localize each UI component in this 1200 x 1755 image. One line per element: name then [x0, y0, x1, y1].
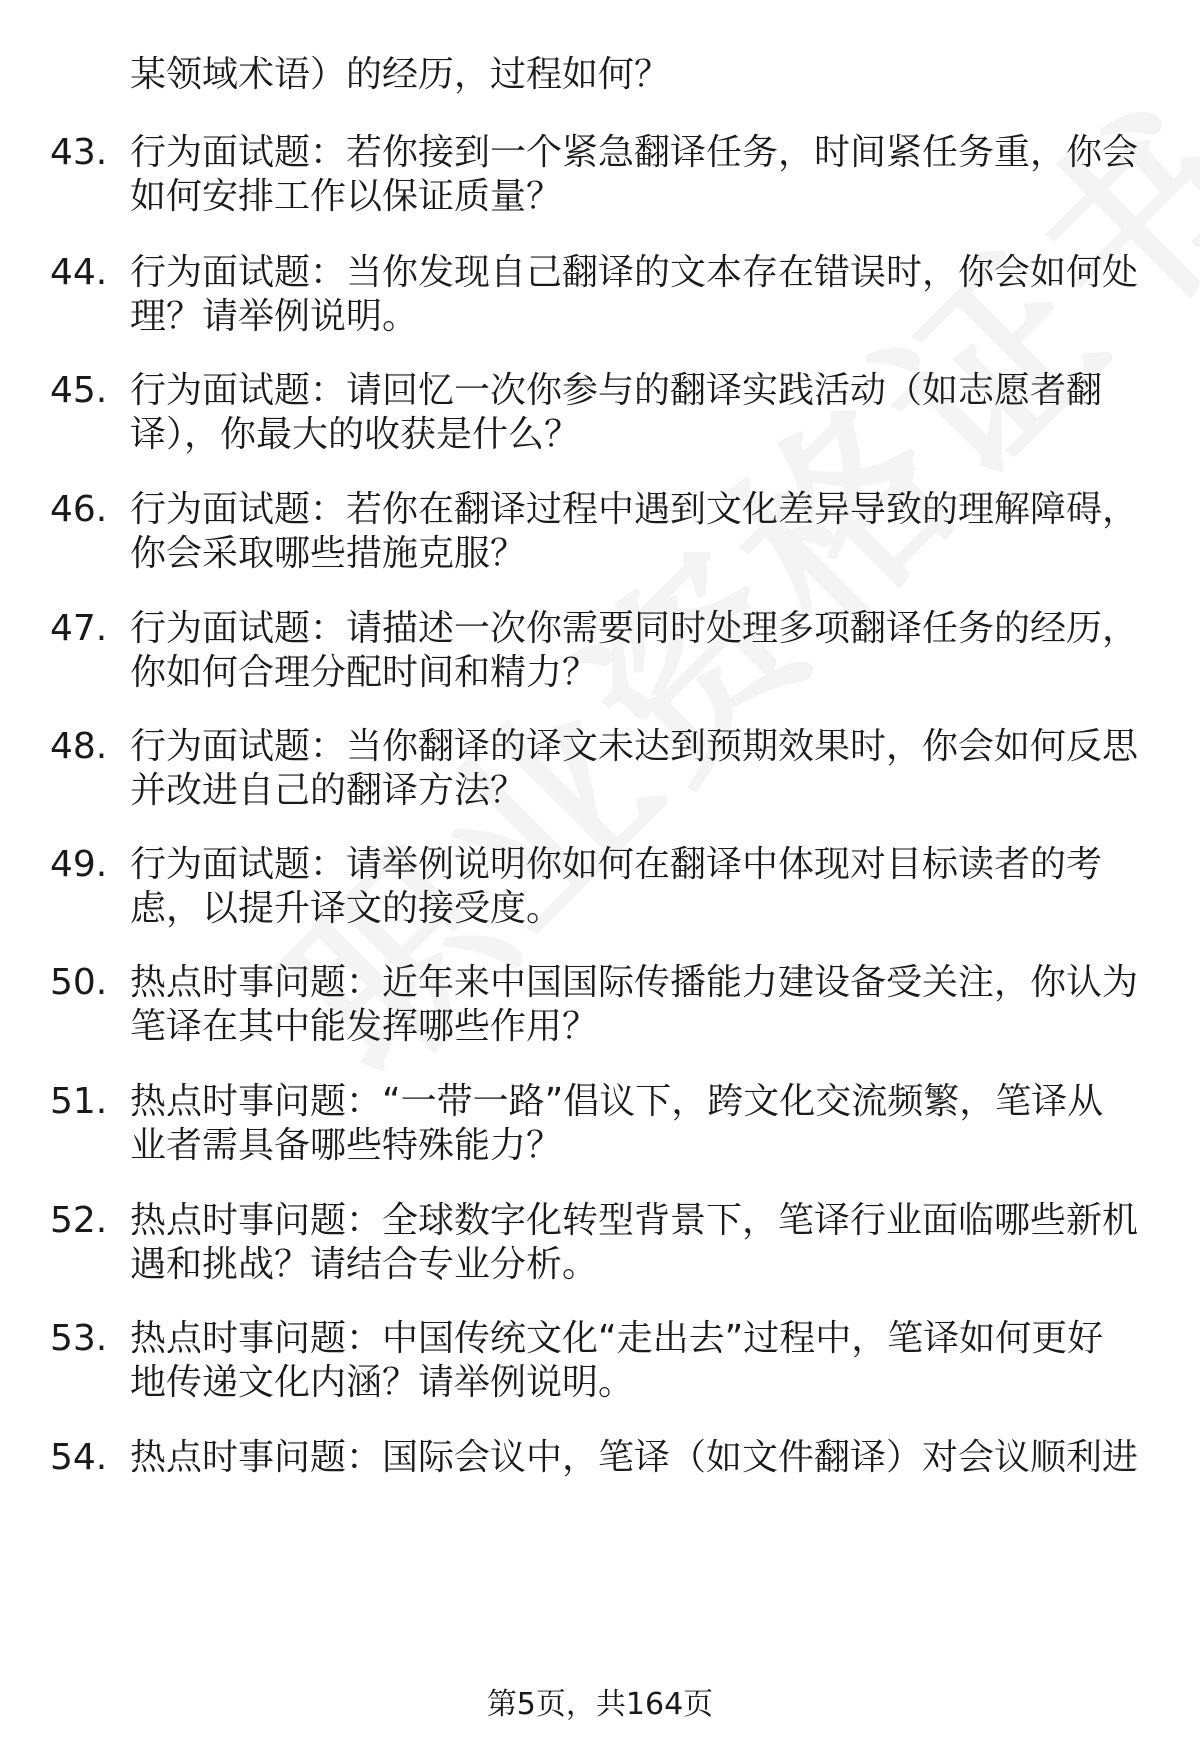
question-text-line2: 如何安排工作以保证质量？ [130, 176, 563, 217]
question-number: 51. [50, 1081, 108, 1122]
question-text-line2: 理？请举例说明。 [130, 296, 419, 337]
question-text-line1: 行为面试题：若你接到一个紧急翻译任务，时间紧任务重，你会 [130, 132, 1139, 173]
question-number: 49. [50, 844, 108, 885]
question-number: 54. [50, 1437, 108, 1478]
question-number: 48. [50, 726, 108, 767]
question-text-line1: 热点时事问题：“一带一路”倡议下，跨文化交流频繁，笔译从 [130, 1081, 1104, 1122]
question-text-line1: 行为面试题：请回忆一次你参与的翻译实践活动（如志愿者翻 [130, 370, 1103, 411]
question-text-line2: 遇和挑战？请结合专业分析。 [130, 1244, 599, 1285]
question-text-line1: 热点时事问题：全球数字化转型背景下，笔译行业面临哪些新机 [130, 1200, 1139, 1241]
question-text-line1: 热点时事问题：近年来中国国际传播能力建设备受关注，你认为 [130, 962, 1139, 1003]
question-text-line2: 你会采取哪些措施克服？ [130, 533, 527, 574]
question-text-line1: 热点时事问题：中国传统文化“走出去”过程中，笔译如何更好 [130, 1318, 1104, 1359]
question-number: 46. [50, 489, 108, 530]
question-text-line2: 并改进自己的翻译方法？ [130, 770, 527, 811]
question-number: 52. [50, 1200, 108, 1241]
question-number: 53. [50, 1318, 108, 1359]
question-number: 50. [50, 962, 108, 1003]
question-number: 44. [50, 252, 108, 293]
question-text-line2: 译），你最大的收获是什么？ [130, 414, 581, 455]
page-footer: 第5页，共164页 [486, 1687, 714, 1722]
question-text-line2: 你如何合理分配时间和精力？ [130, 652, 599, 693]
question-text-line1: 行为面试题：请举例说明你如何在翻译中体现对目标读者的考 [130, 844, 1103, 885]
question-number: 43. [50, 132, 108, 173]
question-number: 47. [50, 608, 108, 649]
question-text-line2: 虑，以提升译文的接受度。 [130, 888, 563, 929]
question-number: 45. [50, 370, 108, 411]
question-text-line2: 业者需具备哪些特殊能力？ [130, 1125, 563, 1166]
question-text-line2: 地传递文化内涵？请举例说明。 [130, 1362, 635, 1403]
question-text-line1: 行为面试题：请描述一次你需要同时处理多项翻译任务的经历， [130, 608, 1139, 649]
question-text-line1: 行为面试题：若你在翻译过程中遇到文化差异导致的理解障碍， [130, 489, 1139, 530]
question-text-line1: 行为面试题：当你翻译的译文未达到预期效果时，你会如何反思 [130, 726, 1139, 767]
question-text-line1: 行为面试题：当你发现自己翻译的文本存在错误时，你会如何处 [130, 252, 1139, 293]
question-text-line1: 热点时事问题：国际会议中，笔译（如文件翻译）对会议顺利进 [130, 1437, 1139, 1478]
question-text-line2: 笔译在其中能发挥哪些作用？ [130, 1006, 599, 1047]
intro-line: 某领域术语）的经历，过程如何？ [130, 54, 671, 95]
